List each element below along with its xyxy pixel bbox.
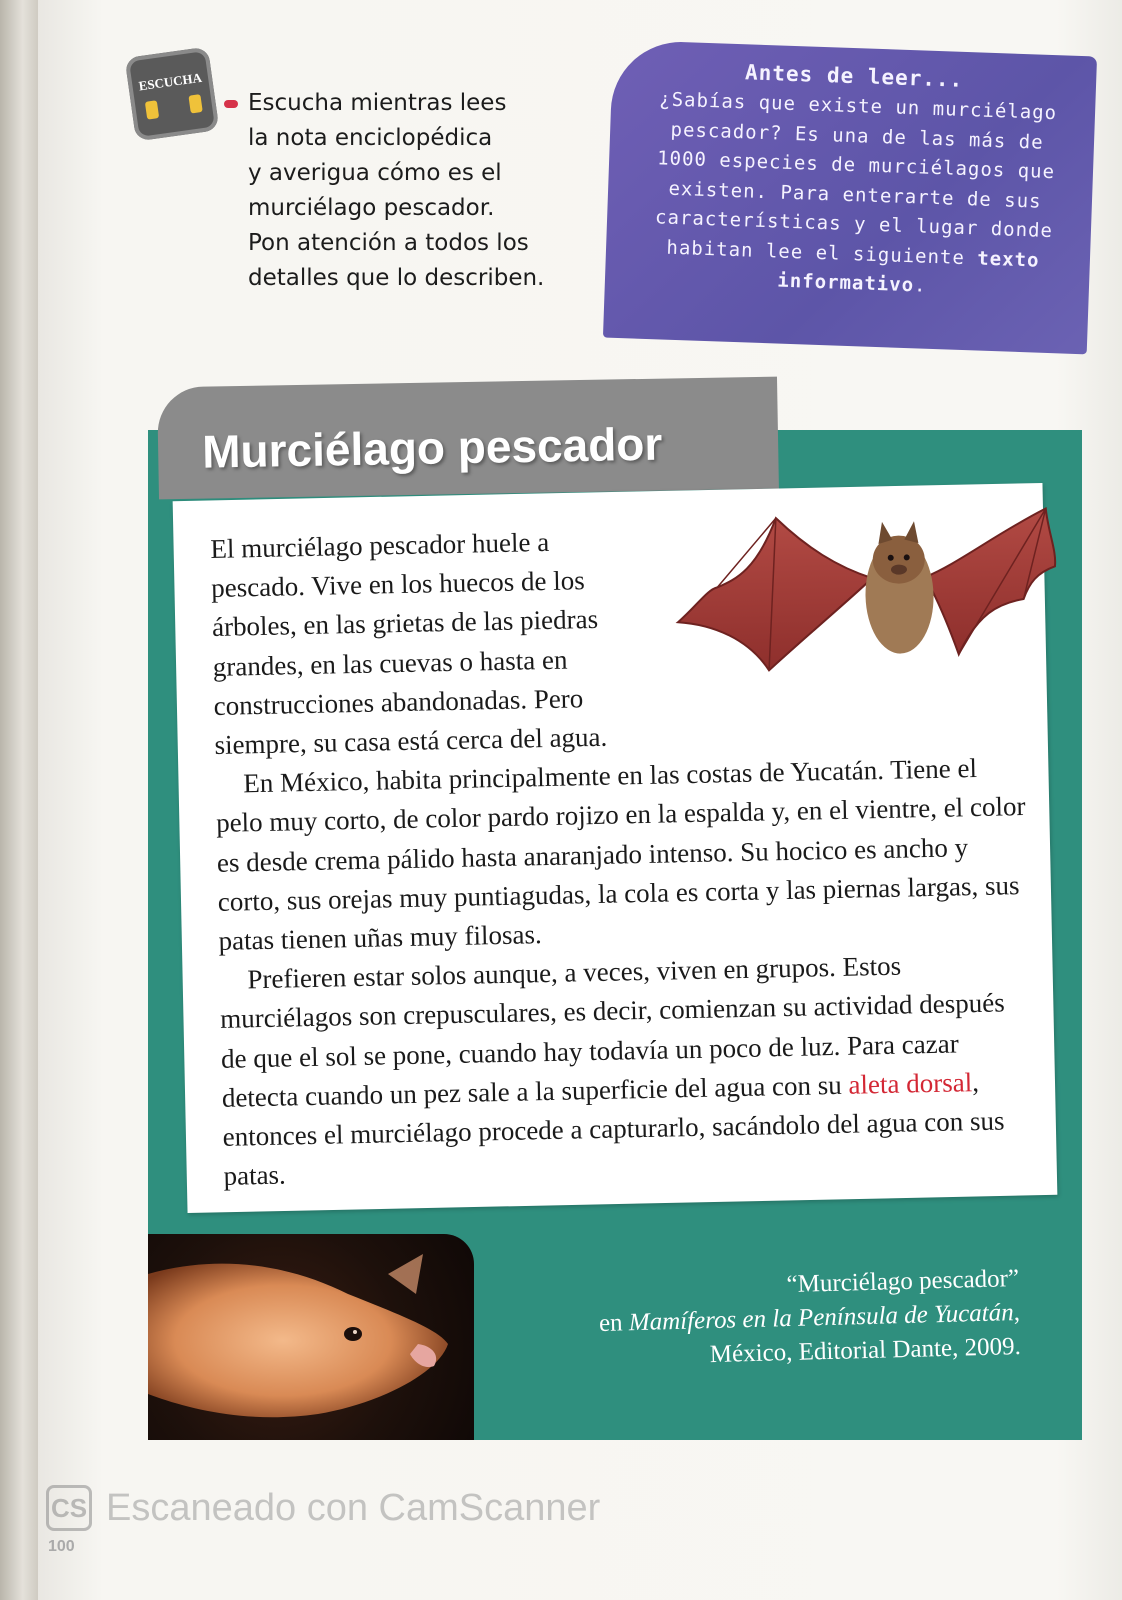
before-reading-text: [639, 85, 1072, 306]
citation-publisher: México, Editorial Dante, 2009.: [709, 1332, 1022, 1369]
before-reading-title: Antes de leer...: [744, 60, 964, 92]
before-reading-box: [603, 40, 1097, 355]
bat-face-image: [148, 1234, 474, 1440]
article-title: Murciélago pescador: [201, 417, 663, 478]
instruction-line: Pon atención a todos los: [248, 230, 529, 256]
paragraph-3: [219, 944, 1036, 1196]
paragraph-2: En México, habita principalmente en las costas de Yucatán. Tiene el pelo muy corto, de color pardo rojizo en la espalda y, en el vientre, el color es desde crema pálido hasta anaranjado intenso. Su hocico es ancho y corto, sus orejas muy puntiagudas, la cola es corta y las piernas largas, sus patas tienen uñas muy filosas.: [215, 753, 1026, 956]
instruction-line: y averigua cómo es el: [248, 160, 502, 186]
article-body: [210, 513, 1036, 1196]
paragraph-1: El murciélago pescador huele a pescado. Vive en los huecos de los árboles, en las grietas de las piedras grandes, en las cuevas o hasta en construcciones abandonadas. Pero siempre, su casa está cerca del agua.: [210, 526, 608, 760]
book-spine: [0, 0, 38, 1600]
citation-comma: ,: [1013, 1298, 1021, 1327]
source-citation: [559, 1262, 1022, 1376]
instruction-line: detalles que lo describen.: [248, 265, 545, 291]
instruction-line: la nota enciclopédica: [248, 125, 493, 151]
paragraph-3-end: , entonces el murciélago procede a capturarlo, sacándolo del agua con sus patas.: [222, 1066, 1005, 1192]
instruction-line: murciélago pescador.: [248, 195, 495, 221]
bullet-icon: [224, 100, 238, 108]
citation-prefix: en: [598, 1309, 623, 1337]
camscanner-logo-icon: CS: [46, 1485, 92, 1531]
instruction-line: Escucha mientras lees: [248, 90, 507, 116]
before-reading-bold: texto informativo: [777, 246, 1040, 297]
page-number: 100: [48, 1538, 75, 1555]
glossary-term-aleta-dorsal[interactable]: aleta dorsal: [848, 1067, 973, 1100]
escucha-icon: [125, 47, 220, 142]
listening-instructions: [248, 86, 608, 296]
headphone-right-icon: [188, 94, 202, 113]
headphone-left-icon: [145, 100, 159, 119]
escucha-icon-label: ESCUCHA: [137, 69, 203, 94]
before-reading-body: ¿Sabías que existe un murciélago pescador? Es una de las más de 1000 especies de murciélagos que existen. Para enterarte de sus características y el lugar donde habitan lee el siguiente: [654, 88, 1058, 269]
citation-title: “Murciélago pescador”: [786, 1264, 1020, 1299]
bat-photo: [148, 1234, 474, 1440]
paragraph-3-start: Prefieren estar solos aunque, a veces, viven en grupos. Estos murciélagos son crepusculares, es decir, comienzan su actividad después de que el sol se pone, cuando hay todavía un poco de luz. Para cazar detecta cuando un pez sale a la superficie del agua con su: [219, 950, 1006, 1113]
bat-illustration: [656, 502, 1059, 680]
citation-book-title: Mamíferos en la Península de Yucatán: [628, 1299, 1015, 1337]
camscanner-watermark: [46, 1482, 600, 1534]
article-title-box: [157, 377, 779, 500]
watermark-text: Escaneado con CamScanner: [106, 1486, 601, 1529]
before-reading-end: .: [913, 274, 927, 297]
